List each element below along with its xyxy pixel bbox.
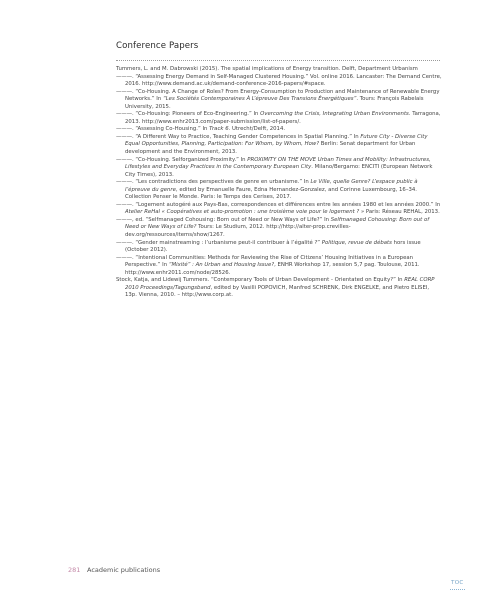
toc-underline — [450, 589, 465, 590]
reference-item: ———. “Co-Housing: Pioneers of Eco-Engineering.” In Overcoming the Crisis, Integrating Urban Environments. Tarragona, 2013. http://www.enhr2013.com/paper-submission/list-of-papers/. — [116, 111, 441, 125]
reference-item: ———. “Co-Housing. Selforganized Proximity.” In PROXIMITY ON THE MOVE Urban Times and Mobility: Infrastructures, Lifestyles and Everyday Practices in the Contemporary European City. Milano/Bergamo: ENCITI (European Network City Times), 2013. — [116, 156, 433, 178]
reference-item: ———, ed. “Selfmanaged Cohousing: Born out of Need or New Ways of Life?” In Selfmanaged Cohousing: Born out of Need or New Ways of Life? Tours: Le Studium, 2012. http://http://alter-prop.crevilles-dev.org/ressources/items/show/1267. — [116, 216, 430, 239]
toc-link[interactable]: TOC — [451, 580, 464, 586]
reference-item: Tummers, L. and M. Dabrowski (2015). The spatial implications of Energy transition. Delft, Department Urbanism — [116, 66, 418, 72]
reference-item: ———. “Les contradictions des perspectives de genre en urbanisme.” In Le Ville, quelle Genre? L’espace public à l’épreuve du genre, edited by Emanuelle Faure, Edna Hernandez-Gonzalez, and Corinne Luxembourg, 16–34. Collection Penser le Monde. Paris: le Temps des Cerises, 2017. — [116, 179, 418, 201]
footer-section-title: Academic publications — [87, 566, 161, 574]
reference-item: ———. “A Different Way to Practice, Teaching Gender Competences in Spatial Planning.” In Future City - Diverse City Equal Opportunities, Planning, Participation: For Whom, by Whom, How? Berlin: Senat department for Urban development and the Environment, 2013. — [116, 133, 428, 156]
reference-item: Stock, Katja, and Lidewij Tummers. “Contemporary Tools of Urban Development - Orientated on Equity?” In REAL CORP 2010 Proceedings/Tagungsband, edited by Vasilli POPOVICH, Manfred SCHRENK, Dirk ENGELKE, and Pietro ELISEI, 13p. Vienna, 2010. – http://www.corp.at. — [116, 277, 435, 299]
reference-item: ———. “Co-Housing. A Change of Roles? From Energy-Consumption to Production and Maintenance of Renewable Energy Networks.” In “Les Sociétés Contemporaines À L’épreuve Des Transions Énergétiques”. Tours: François Rabelais University, 2015. — [116, 88, 440, 110]
reference-item: ———. “Logement autogéré aux Pays-Bas, correspondences et différences entre les années 1980 et les années 2000.” In Atelier ReHal « Coopératives et auto-promotion : une troisième voie pour le logement ? » Paris: Réseau REHAL, 2013. — [116, 201, 441, 216]
heading-divider — [116, 60, 440, 61]
reference-item: ———. “Assessing Energy Demand in Self-Managed Clustered Housing.” Vol. online 2016. Lancaster: The Demand Centre, 2016. http://www.demand.ac.uk/demand-conference-2016-papers/#space. — [116, 73, 442, 88]
section-heading: Conference Papers — [116, 41, 199, 51]
page-number: 281 — [68, 566, 81, 574]
reference-item: ———. “Assessing Co-Housing.” In Track 6. Utrecht/Delft, 2014. — [116, 126, 286, 133]
reference-item: ———. “Intentional Communities: Methods for Reviewing the Rise of Citizens’ Housing Initiatives in a European Perspective.” In “Mixité” : An Urban and Housing Issue?, ENHR Workshop 17, session 5,7 pag. Toulouse, 2011. http://www.enhr2011.com/node/28526. — [116, 254, 420, 276]
reference-item: ———. “Gender mainstreaming : l’urbanisme peut-il contribuer à l’égalité ?” Politique, revue de débats hors issue (October 2012). — [116, 239, 421, 254]
reference-list — [116, 66, 442, 300]
